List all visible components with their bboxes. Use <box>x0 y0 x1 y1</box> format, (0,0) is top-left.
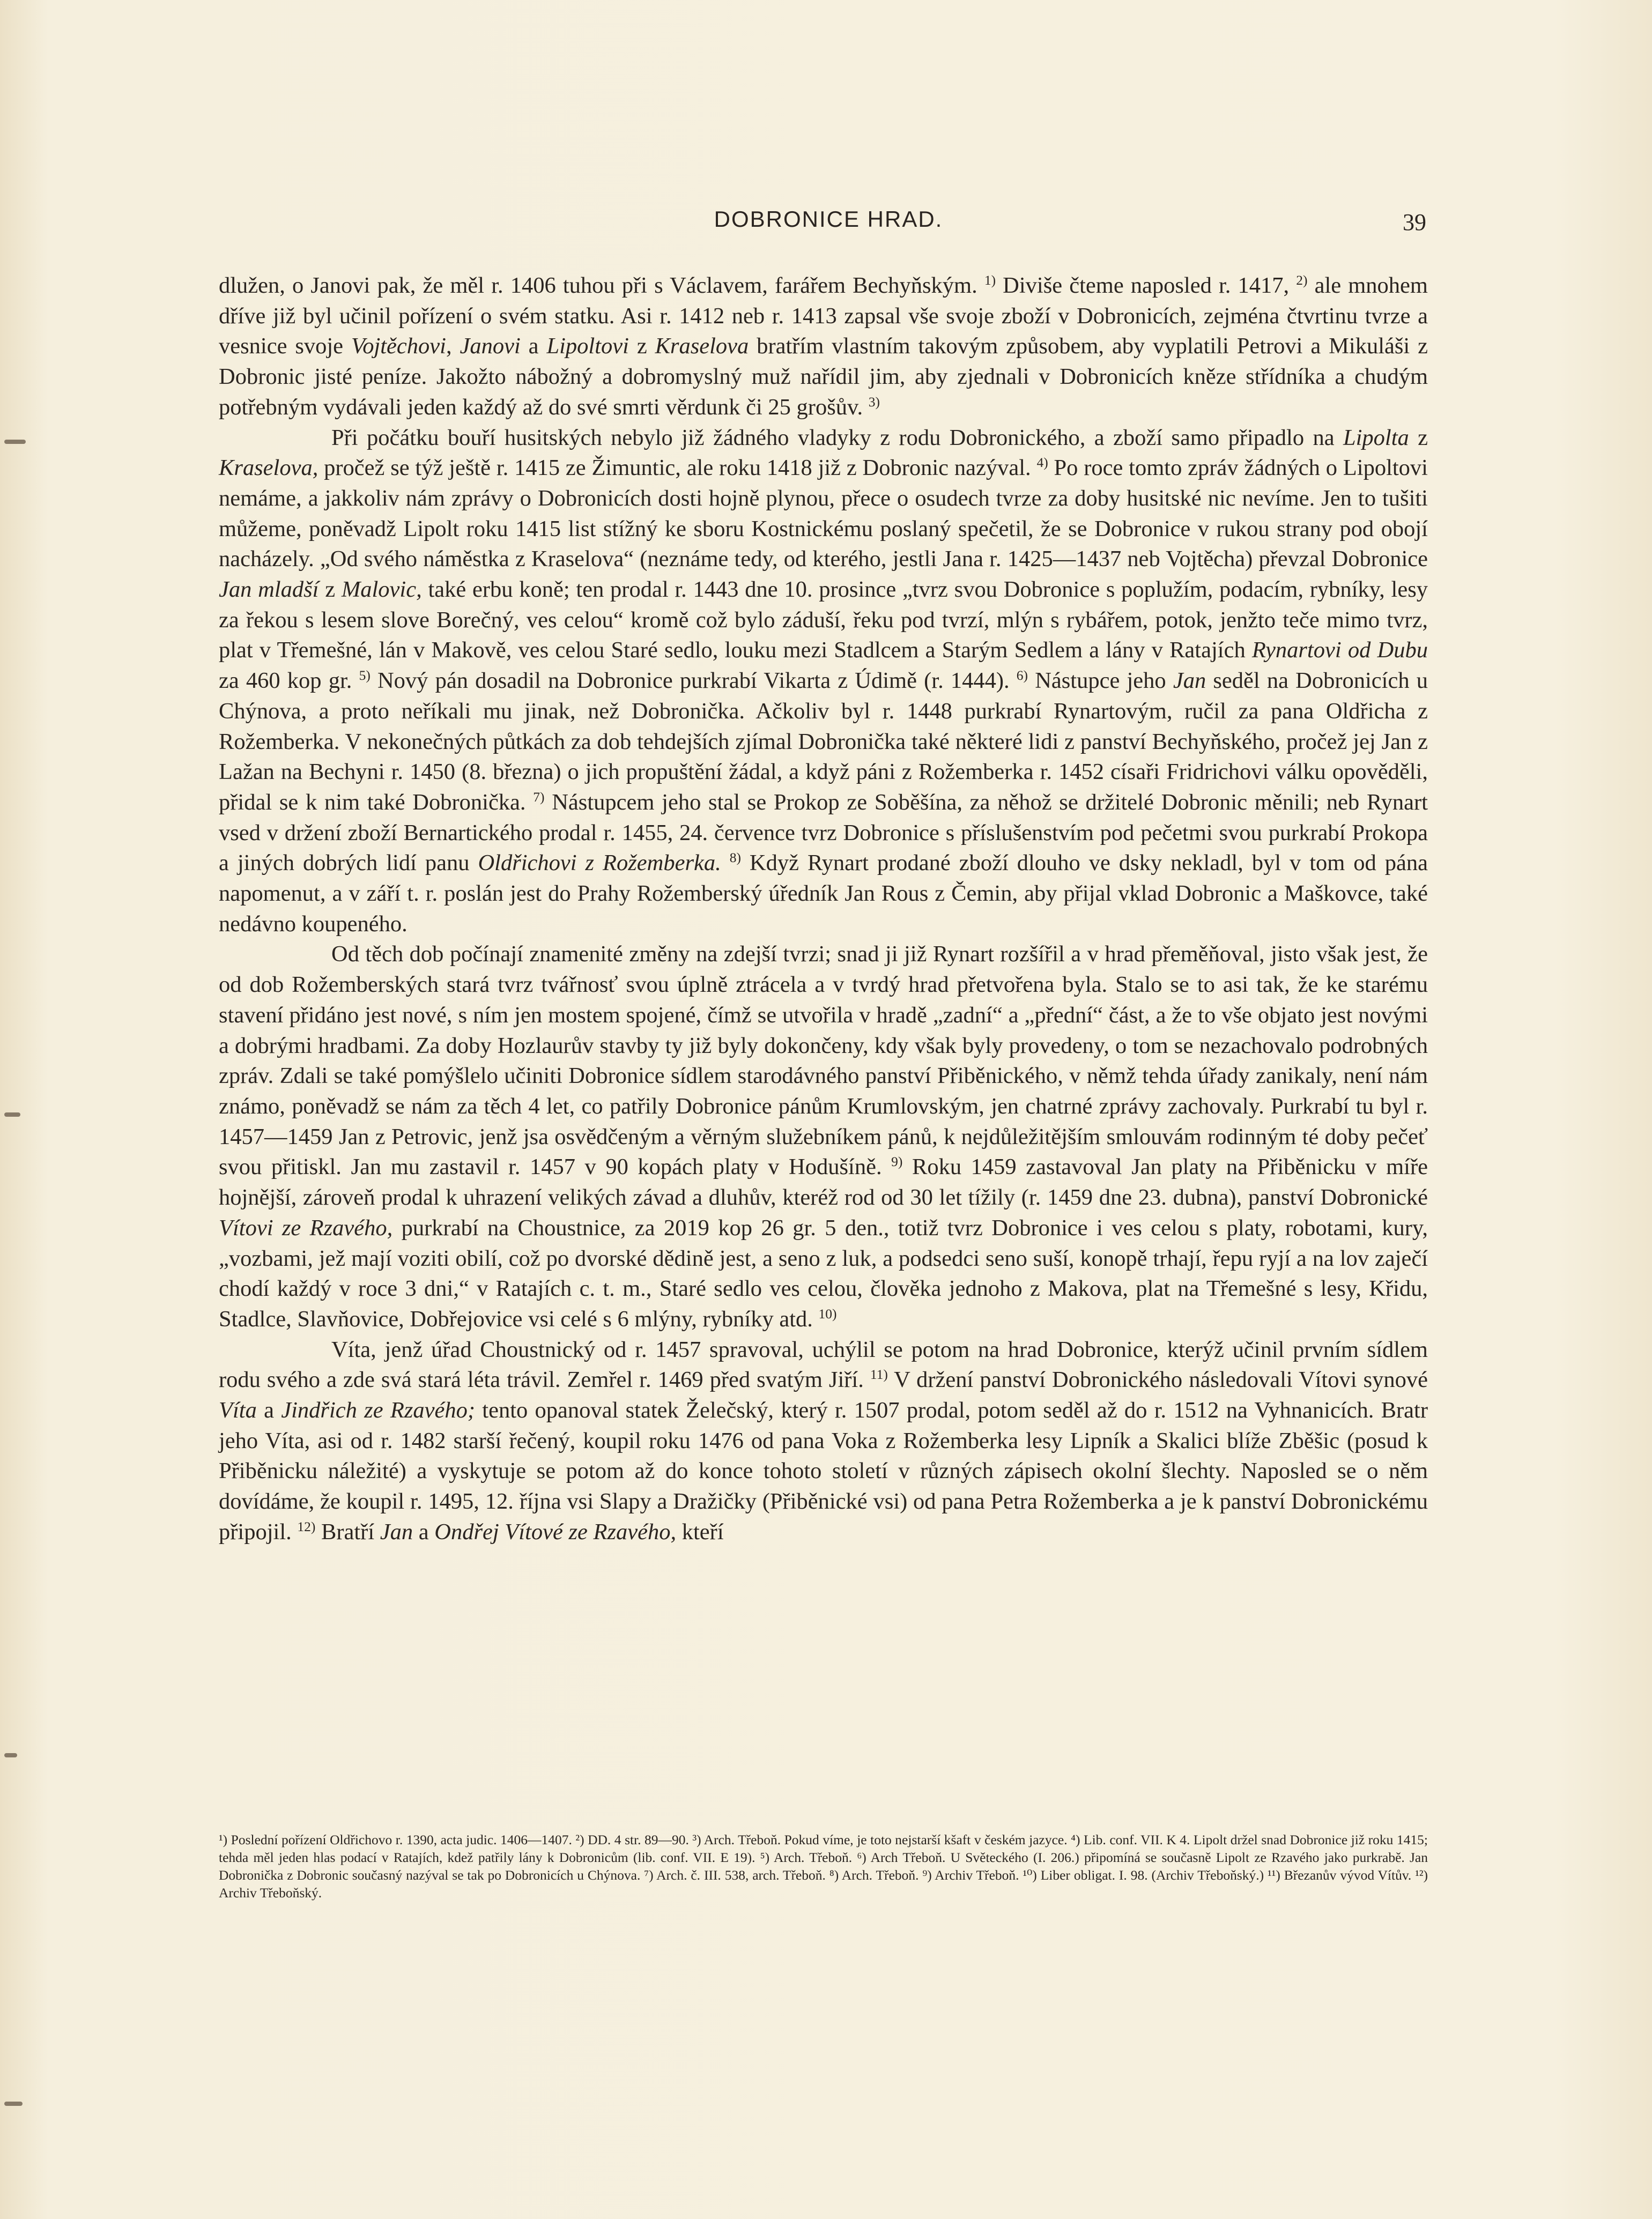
text-run: , <box>446 333 460 359</box>
footnote-ref: 5) <box>359 667 371 683</box>
running-title: DOBRONICE HRAD. <box>714 206 943 232</box>
footnote-ref: 10) <box>818 1305 837 1322</box>
italic-name: Janovi <box>460 333 521 359</box>
text-run: Při počátku bouří husitských nebylo již žádného vladyky z rodu Dobronického, a zboží samo připadlo na <box>331 425 1343 450</box>
text-run: Víta, jenž úřad Choustnický od r. 1457 spravoval, uchýlil se potom na hrad Dobronice, kterýž učinil prvním sídlem rodu svého a zde svá stará léta trávil. Zemřel r. 1469 před svatým Jiří. <box>219 1337 1428 1393</box>
text-run: z <box>628 333 655 359</box>
text-run: seděl na Dobronicích u Chýnova, a proto neříkali mu jinak, než Dobronička. Ačkoliv byl r. 1448 purkrabí Rynartovým, ručil za pana Oldřicha z Rožemberka. V nekonečných půtkách za dob tehdejších zjímal Dobronička také některé lidi z panství Bechyňského, pročež jej Jan z Lažan na Bechyni r. 1450 (8. března) o jich propuštění žádal, a když páni z Rožemberka r. 1452 císaři Fridrichovi válku opověděli, přidal se k nim také Dobronička. <box>219 668 1428 815</box>
paragraph <box>219 271 1428 423</box>
italic-name: Kraselova <box>655 333 749 359</box>
italic-name: Malovic, <box>341 577 422 603</box>
text-run: Nový pán dosadil na Dobronice purkrabí Vikarta z Údimě (r. 1444). <box>370 668 1017 694</box>
footnote-ref: 1) <box>984 272 996 288</box>
italic-name: Jindřich ze Rzavého; <box>281 1398 475 1423</box>
italic-name: Kraselova, <box>219 455 318 481</box>
text-run: Nástupcem jeho stal se Prokop ze Soběšína, za něhož se držitelé Dobronic měnili; neb Rynart vsed v držení zboží Bernartického prodal r. 1455, 24. července tvrz Dobronice s příslušenstvím pod pečetmi svou purkrabí Prokopa a jiných dobrých lidí panu <box>219 789 1428 876</box>
italic-name: Ondřej Vítové ze Rzavého, <box>434 1519 677 1545</box>
text-run: Nástupce jeho <box>1028 668 1173 694</box>
text-run: V držení panství Dobronického následovali Vítovi synové <box>887 1367 1428 1393</box>
text-run: z <box>318 577 342 603</box>
footnote-ref: 12) <box>297 1518 316 1534</box>
text-run: tento opanoval statek Želečský, který r. 1507 prodal, potom seděl až do r. 1512 na Vyhnanicích. Bratr jeho Víta, asi od r. 1482 starší řečený, koupil roku 1476 od pana Voka z Rožemberka lesy Lipník a Skalici blíže Zběšic (posud k Přiběnicku náležité) a vyskytuje se potom až do konce tohoto století v různých zápisech okolní šlechty. Naposled se o něm dovídáme, že koupil r. 1495, 12. října vsi Slapy a Dražičky (Přiběnické vsi) od pana Petra Rožemberka a je k panství Dobronickému připojil. <box>219 1398 1428 1545</box>
italic-name: Vojtěchovi <box>351 333 446 359</box>
page-header <box>231 206 1426 244</box>
footnote-ref: 3) <box>868 394 880 410</box>
text-run: bratřím vlastním takovým způsobem, aby vyplatili Petrovi a Mikuláši z Dobronic jisté peníze. Jakožto nábožný a dobromyslný muž nařídil jim, aby zjednali v Dobronicích kněze střídníka a chudým potřebným vydávali jeden každý až do své smrti věrdunk či 25 grošův. <box>219 333 1428 420</box>
text-run: z <box>1409 425 1428 450</box>
footnote-ref: 6) <box>1016 667 1028 683</box>
italic-name: Jan <box>1173 668 1206 694</box>
italic-name: Jan mladší <box>219 577 319 603</box>
text-run: pročež se týž ještě r. 1415 ze Žimuntic, ale roku 1418 již z Dobronic nazýval. <box>318 455 1037 481</box>
text-run: také erbu koně; ten prodal r. 1443 dne 10. prosince „tvrz svou Dobronice s poplužím, podacím, rybníky, lesy za řekou s lesem slove Borečný, ves celou“ kromě což bylo záduší, řeku pod tvrzí, mlýn s rybářem, potok, jenžto teče mimo tvrz, plat v Třemešné, lán v Makově, ves celou Staré sedlo, louku mezi Stadlcem a Starým Sedlem a lány v Ratajích <box>219 577 1428 663</box>
footnote-text: ¹) Poslední pořízení Oldřichovo r. 1390, acta judic. 1406—1407. ²) DD. 4 str. 89—90. ³) Arch. Třeboň. Pokud víme, je toto nejstarší kšaft v českém jazyce. ⁴) Lib. conf. VII. K 4. Lipolt držel snad Dobronice již roku 1415; tehda měl jeden hlas podací v Ratajích, kdež patřily lány k Dobronicům (lib. conf. VII. E 19). ⁵) Arch. Třeboň. ⁶) Arch Třeboň. U Světeckého (I. 206.) připomíná se současně Lipolt ze Rzavého jako purkrabě. Jan Dobronička z Dobronic současný nazýval se tak po Dobronicích u Chýnova. ⁷) Arch. č. III. 538, arch. Třeboň. ⁸) Arch. Třeboň. ⁹) Archiv Třeboň. ¹⁰) Liber obligat. I. 98. (Archiv Třeboňský.) ¹¹) Březanův vývod Vítův. ¹²) Archiv Třeboňský. <box>219 1832 1428 1901</box>
italic-name: Rynartovi od Dubu <box>1251 637 1428 663</box>
italic-name: Oldřichovi z Rožemberka. <box>478 850 721 876</box>
text-run: a <box>520 333 547 359</box>
binding-edge <box>0 0 32 2219</box>
footnotes <box>219 1831 1428 1902</box>
text-run: Po roce tomto zpráv žádných o Lipoltovi nemáme, a jakkoliv nám zprávy o Dobronicích dosti hojně plynou, přece o osudech tvrze za doby husitské nic nevíme. Jen to tušiti můžeme, poněvadž Lipolt roku 1415 list stížný ke sboru Kostnickému poslaný spečetil, že se Dobronice v rukou strany pod obojí nacházely. „Od svého náměstka z Kraselova“ (neznáme tedy, od kterého, jestli Jana r. 1425—1437 neb Vojtěcha) převzal Dobronice <box>219 455 1428 572</box>
text-run: Když Rynart prodané zboží dlouho ve dsky nekladl, byl v tom od pána napomenut, a v září t. r. poslán jest do Prahy Rožemberský úředník Jan Rous z Čemin, aby přijal vklad Dobronic a Maškovce, také nedávno koupeného. <box>219 850 1428 937</box>
paragraph <box>219 1335 1428 1548</box>
italic-name: Jan <box>380 1519 413 1545</box>
text-run <box>721 850 730 875</box>
footnote-ref: 7) <box>533 789 545 805</box>
italic-name: Vítovi ze Rzavého, <box>219 1215 393 1241</box>
footnote-ref: 11) <box>870 1367 888 1383</box>
italic-name: Lipoltovi <box>546 333 629 359</box>
text-run: za 460 kop gr. <box>219 668 359 694</box>
text-run: a <box>413 1519 435 1545</box>
paragraph <box>219 423 1428 940</box>
footnote-ref: 2) <box>1296 272 1308 288</box>
page-number: 39 <box>1403 209 1426 235</box>
text-run: ale mnohem dříve již byl učinil pořízení o svém statku. Asi r. 1412 neb r. 1413 zapsal vše svoje zboží v Dobronicích, zejména čtvrtinu tvrze a vesnice svoje <box>219 273 1428 359</box>
footnote-ref: 9) <box>891 1154 903 1170</box>
text-run: purkrabí na Choustnice, za 2019 kop 26 gr. 5 den., totiž tvrz Dobronice i ves celou s platy, robotami, kury, „vozbami, jež mají voziti obilí, což po dvorské dědině jest, a seno z luk, a podsedci seno suší, konopě trhají, řepu ryjí a na lov zaječí chodí každý v roce 3 dni,“ v Ratajích c. t. m., Staré sedlo ves celou, člověka jednoho z Makova, plat na Třemešné s lesy, Křidu, Stadlce, Slavňovice, Dobřejovice vsi celé s 6 mlýny, rybníky atd. <box>219 1215 1428 1332</box>
footnote-ref: 8) <box>729 850 741 866</box>
text-run: Roku 1459 zastavoval Jan platy na Přiběnicku v míře hojnější, zároveň prodal k uhrazení velikých závad a dluhův, kteréž rod od 30 let tížily (r. 1459 dne 23. dubna), panství Dobronické <box>219 1154 1428 1211</box>
text-run: dlužen, o Janovi pak, že měl r. 1406 tuhou při s Václavem, farářem Bechyňským. <box>219 273 984 298</box>
paragraph <box>219 939 1428 1334</box>
text-run: Diviše čteme naposled r. 1417, <box>996 273 1297 298</box>
body-text <box>219 271 1428 1548</box>
text-run: a <box>256 1398 281 1423</box>
text-run: kteří <box>676 1519 724 1545</box>
text-run: Bratří <box>315 1519 380 1545</box>
italic-name: Víta <box>219 1398 257 1423</box>
italic-name: Lipolta <box>1343 425 1409 450</box>
text-run: Od těch dob počínají znamenité změny na zdejší tvrzi; snad ji již Rynart rozšířil a v hrad přeměňoval, jisto však jest, že od dob Rožemberských stará tvrz tvářnosť svou úplně ztrácela a v tvrdý hrad přetvořena byla. Stalo se to asi tak, že ke starému stavení přidáno jest nové, s ním jen mostem spojené, čímž se utvořila v hradě „zadní“ a „přední“ část, a že to vše objato jest novými a dobrými hradbami. Za doby Hozlaurův stavby ty již byly dokončeny, kdy však byly provedeny, o tom se nezachovalo podrobných zpráv. Zdali se také pomýšlelo učiniti Dobronice sídlem starodávného panství Přiběnického, v němž tehda úřady zanikaly, není nám známo, poněvadž se nám za těch 4 let, co patřily Dobronice pánům Krumlovským, jen chatrné zprávy zachovaly. Purkrabí tu byl r. 1457—1459 Jan z Petrovic, jenž jsa osvědčeným a věrným služebníkem pánů, k nejdůležitějším smlouvám rodinným té doby pečeť svou přitiskl. Jan mu zastavil r. 1457 v 90 kopách platy v Hodušíně. <box>219 941 1428 1180</box>
footnote-ref: 4) <box>1036 455 1048 471</box>
